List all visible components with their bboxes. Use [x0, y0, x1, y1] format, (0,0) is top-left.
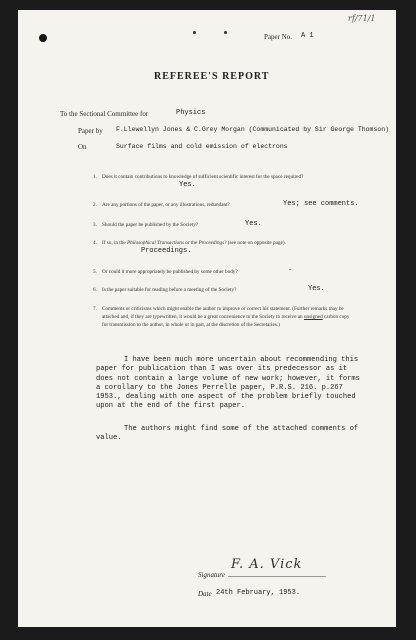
report-title: REFEREE'S REPORT [154, 71, 270, 82]
signature-line [228, 576, 326, 577]
question-number: 1. [93, 174, 97, 180]
question-number: 6. [93, 287, 97, 293]
question-4-text: If so, in the Philosophical Transactions or the Proceedings? (see note on opposite page). [102, 240, 286, 246]
question-number: 5. [93, 269, 97, 275]
on-label: On [78, 143, 87, 151]
question-number: 7. [93, 306, 97, 312]
question-2-text: Are any portions of the paper, or any illustrations, redundant? [102, 202, 230, 208]
comments-paragraph-2: The authors might find some of the attached comments of value. [96, 425, 359, 443]
signature-value: F. A. Vick [231, 557, 303, 572]
answer-5: - [288, 267, 293, 275]
archive-annotation: rf/71/1 [348, 14, 376, 23]
paper-no-label: Paper No. [264, 33, 292, 41]
question-7-text: Comments or criticisms which might enable the author to improve or correct his statement. (Further remarks may be attached and, if they are typewritten, it would be a great convenience to the Society to receive an unsigned carbon copy for transmission to the author, in whole or in part, at the discretion of the Secretaries.) [102, 306, 350, 328]
date-value: 24th February, 1953. [216, 589, 301, 597]
mark-dot [193, 31, 196, 34]
answer-4: Proceedings. [141, 247, 192, 255]
mark-dot [224, 31, 227, 34]
date-label: Date [198, 590, 212, 598]
answer-2: Yes; see comments. [283, 200, 359, 208]
answer-3: Yes. [245, 220, 262, 228]
answer-6: Yes. [308, 285, 325, 293]
referee-report-page [18, 10, 396, 627]
answer-1: Yes. [179, 181, 196, 189]
paper-by-value: F.Llewellyn Jones & C.Grey Morgan (Communicated by Sir George Thomson) [116, 126, 390, 133]
comments-paragraph-1: I have been much more uncertain about recommending this paper for publication than I was over its predecessor as it does not contain a large volume of new work; however, it forms a corollary to the Jones Perrelle paper, P.R.S. 216. p.267 1953., dealing with one aspect of the problem briefly touched upon at the end of the first paper. [96, 356, 360, 411]
question-6-text: Is the paper suitable for reading before a meeting of the Society? [102, 287, 237, 293]
on-value: Surface films and cold emission of electrons [116, 143, 288, 150]
punch-hole [39, 34, 47, 42]
question-number: 3. [93, 222, 97, 228]
question-3-text: Should the paper be published by the Society? [102, 222, 199, 228]
signature-label: Signature [198, 571, 225, 579]
committee-label: To the Sectional Committee for [60, 110, 149, 118]
question-1-text: Does it contain contributions to knowledge of sufficient scientific interest for the space required? [102, 174, 304, 180]
question-5-text: Or could it more appropriately be published by some other body? [102, 269, 238, 275]
committee-value: Physics [176, 109, 206, 117]
paper-no-value: A 1 [301, 32, 314, 40]
paper-by-label: Paper by [78, 127, 103, 135]
question-number: 4. [93, 240, 97, 246]
question-number: 2. [93, 202, 97, 208]
